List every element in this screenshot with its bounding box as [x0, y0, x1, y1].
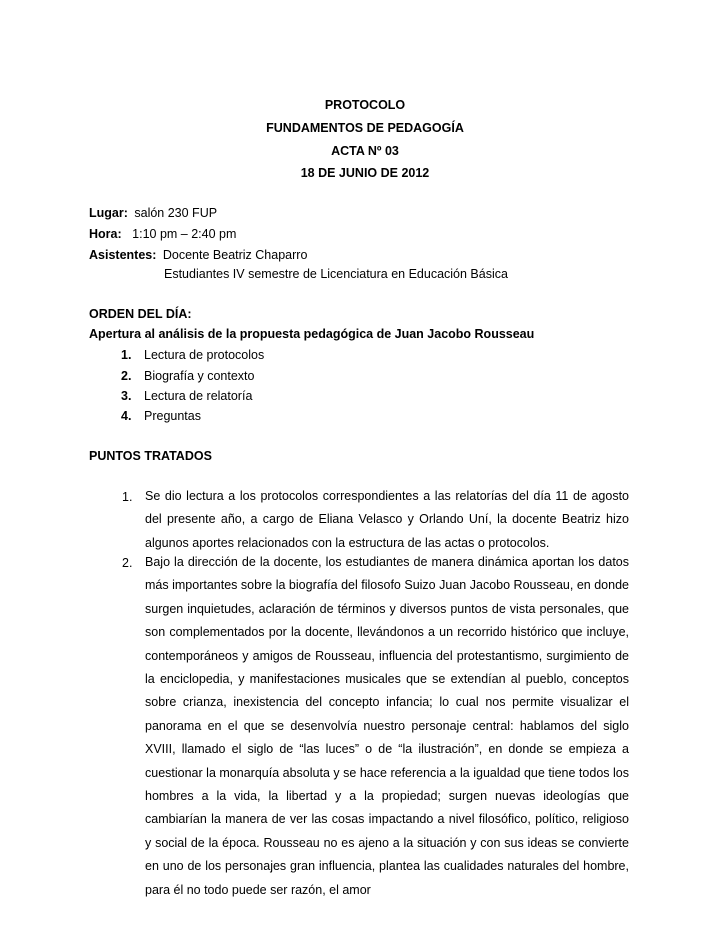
point-text: Se dio lectura a los protocolos correspondientes a las relatorías del día 11 de agosto del presente año, a cargo de Eliana Velasco y Orlando Uní, la docente Beatriz hizo algunos aportes relacionados con la estructura de las actas o protocolos. — [145, 489, 629, 550]
info-lugar — [89, 205, 217, 221]
agenda-item — [121, 388, 252, 404]
agenda-item-text: Lectura de protocolos — [144, 348, 265, 362]
point-number: 1. — [122, 490, 133, 504]
asistentes-label: Asistentes: — [89, 248, 157, 262]
lugar-value: salón 230 FUP — [134, 206, 218, 220]
lugar-label: Lugar: — [89, 206, 128, 220]
point-text: Bajo la dirección de la docente, los estudiantes de manera dinámica aportan los datos más importantes sobre la biografía del filosofo Suizo Juan Jacobo Rousseau, en donde surgen inquietudes, aclaración de términos y diversos puntos de vista personales, que son complementados por la docente, llevándonos a un recorrido histórico que incluye, contemporáneos y amigos de Rousseau, influencia del protestantismo, surgimiento de la enciclopedia, y manifestaciones musicales que se extendían al pueblo, conceptos sobre crianza, inexistencia del concepto infancia; lo cual nos permite visualizar el panorama en el que se desenvolvía nuestro personaje central: hablamos del siglo XVIII, llamado el siglo de “las luces” o de “la ilustración”, en donde se empieza a cuestionar la monarquía absoluta y se hace referencia a la igualdad que tiene todos los hombres a la vida, la libertad y a la propiedad; surgen nuevas ideologías que cambiarían la manera de ver las cosas impactando a nivel filosófico, político, religioso y social de la época. Rousseau no es ajeno a la situación y con sus ideas se convierte en uno de los personajes gran influencia, plantea las cualidades naturales del hombre, para él no todo puede ser razón, el amor — [145, 555, 629, 897]
points-title: PUNTOS TRATADOS — [89, 449, 212, 463]
header-title: PROTOCOLO — [324, 98, 406, 112]
header-act-number: ACTA Nº 03 — [331, 144, 399, 158]
hora-label: Hora: — [89, 227, 122, 241]
agenda-item-number: 1. — [121, 348, 132, 362]
agenda-item-number: 2. — [121, 369, 132, 383]
info-hora — [89, 226, 236, 242]
asistentes-value: Docente Beatriz Chaparro — [162, 248, 308, 262]
header-date: 18 DE JUNIO DE 2012 — [300, 166, 430, 180]
agenda-item — [121, 347, 264, 363]
point-number: 2. — [122, 556, 133, 570]
asistentes-value-2: Estudiantes IV semestre de Licenciatura en Educación Básica — [164, 267, 508, 281]
agenda-item-number: 4. — [121, 409, 132, 423]
header-course: FUNDAMENTOS DE PEDAGOGÍA — [266, 121, 464, 135]
agenda-title: ORDEN DEL DÍA: — [89, 307, 192, 321]
agenda-item — [121, 408, 201, 424]
agenda-item-text: Biografía y contexto — [144, 369, 255, 383]
agenda-item-text: Preguntas — [144, 409, 201, 423]
agenda-item — [121, 368, 254, 384]
info-asistentes — [89, 247, 307, 263]
agenda-item-number: 3. — [121, 389, 132, 403]
agenda-subtitle: Apertura al análisis de la propuesta pedagógica de Juan Jacobo Rousseau — [89, 327, 535, 341]
hora-value: 1:10 pm – 2:40 pm — [132, 227, 237, 241]
agenda-item-text: Lectura de relatoría — [144, 389, 253, 403]
